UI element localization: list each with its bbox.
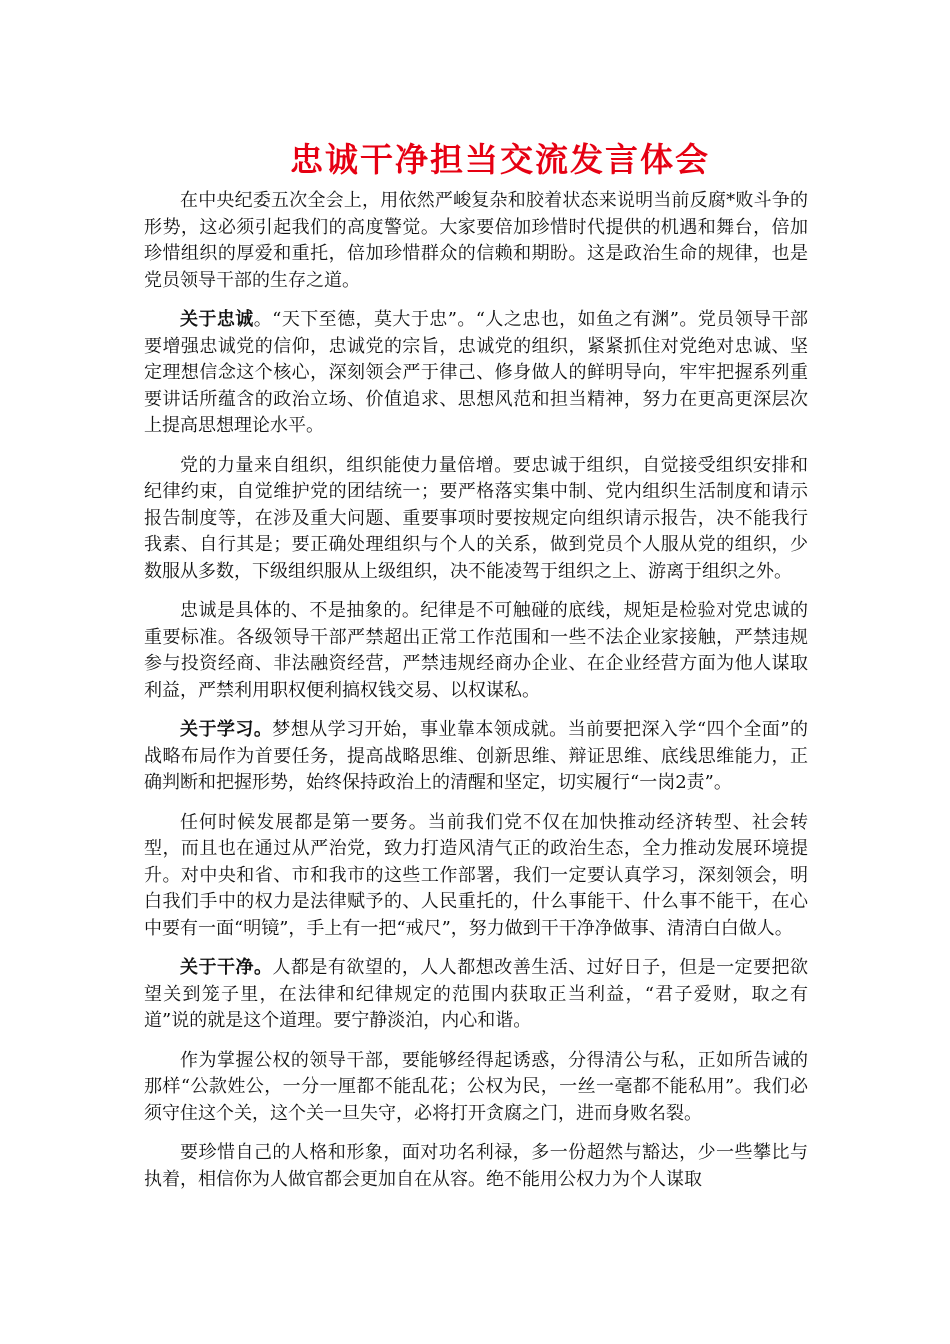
paragraph bbox=[144, 955, 808, 1035]
paragraph-lead: 关于忠诚 bbox=[180, 309, 254, 330]
paragraph-text: 在中央纪委五次全会上，用依然严峻复杂和胶着状态来说明当前反腐*败斗争的形势，这必须引起我们的高度警觉。大家要倍加珍惜时代提供的机遇和舞台，倍加珍惜组织的厚爱和重托，倍加珍惜群众的信赖和期盼。这是政治生命的规律，也是党员领导干部的生存之道。 bbox=[144, 190, 808, 291]
paragraph-text: 人都是有欲望的，人人都想改善生活、过好日子，但是一定要把欲望关到笼子里，在法律和纪律规定的范围内获取正当利益，“君子爱财，取之有道”说的就是这个道理。要宁静淡泊，内心和谐。 bbox=[144, 957, 809, 1031]
paragraph-text: 党的力量来自组织，组织能使力量倍增。要忠诚于组织，自觉接受组织安排和纪律约束，自觉维护党的团结统一；要严格落实集中制、党内组织生活制度和请示报告制度等，在涉及重大问题、重要事项时要按规定向组织请示报告，决不能我行我素、自行其是；要正确处理组织与个人的关系，做到党员个人服从党的组织，少数服从多数，下级组织服从上级组织，决不能凌驾于组织之上、游离于组织之外。 bbox=[144, 454, 808, 582]
document-title: 忠诚干净担当交流发言体会 bbox=[290, 140, 710, 179]
paragraph bbox=[144, 453, 808, 586]
paragraph bbox=[144, 1140, 808, 1193]
paragraph-text: 。“天下至德，莫大于忠”。“人之忠也，如鱼之有渊”。党员领导干部要增强忠诚党的信仰，忠诚党的宗旨，忠诚党的组织，紧紧抓住对党绝对忠诚、坚定理想信念这个核心，深刻领会严于律己、修身做人的鲜明导向，牢牢把握系列重要讲话所蕴含的政治立场、价值追求、思想风范和担当精神，努力在更高更深层次上提高思想理论水平。 bbox=[144, 309, 809, 436]
paragraph-text: 任何时候发展都是第一要务。当前我们党不仅在加快推动经济转型、社会转型，而且也在通过从严治党，致力打造风清气正的政治生态，全力推动发展环境提升。对中央和省、市和我市的这些工作部署，我们一定要认真学习，深刻领会，明白我们手中的权力是法律赋予的、人民重托的，什么事能干、什么事不能干，在心中要有一面“明镜”，手上有一把“戒尺”，努力做到干干净净做事、清清白白做人。 bbox=[144, 811, 808, 939]
paragraph-text: 梦想从学习开始，事业靠本领成就。当前要把深入学“四个全面”的战略布局作为首要任务，提高战略思维、创新思维、辩证思维、底线思维能力，正确判断和把握形势，始终保持政治上的清醒和坚定，切实履行“一岗2责”。 bbox=[144, 719, 808, 793]
paragraph-lead: 关于干净。 bbox=[180, 957, 273, 978]
paragraph bbox=[144, 810, 808, 943]
paragraph-text: 忠诚是具体的、不是抽象的。纪律是不可触碰的底线，规矩是检验对党忠诚的重要标准。各级领导干部严禁超出正常工作范围和一些不法企业家接触，严禁违规参与投资经商、非法融资经营，严禁违规经商办企业、在企业经营方面为他人谋取利益，严禁利用职权便利搞权钱交易、以权谋私。 bbox=[144, 600, 808, 701]
paragraph bbox=[144, 717, 808, 797]
paragraph-text: 作为掌握公权的领导干部，要能够经得起诱惑，分得清公与私，正如所告诫的那样“公款姓公，一分一厘都不能乱花；公权为民，一丝一毫都不能私用”。我们必须守住这个关，这个关一旦失守，必将打开贪腐之门，进而身败名裂。 bbox=[144, 1049, 808, 1124]
paragraph-text: 要珍惜自己的人格和形象，面对功名利禄，多一份超然与豁达，少一些攀比与执着，相信你为人做官都会更加自在从容。绝不能用公权力为个人谋取 bbox=[144, 1142, 808, 1190]
document-body bbox=[144, 188, 808, 1206]
paragraph bbox=[144, 188, 808, 294]
paragraph-lead: 关于学习。 bbox=[180, 719, 273, 740]
paragraph bbox=[144, 598, 808, 704]
paragraph bbox=[144, 1048, 808, 1128]
paragraph bbox=[144, 307, 808, 440]
